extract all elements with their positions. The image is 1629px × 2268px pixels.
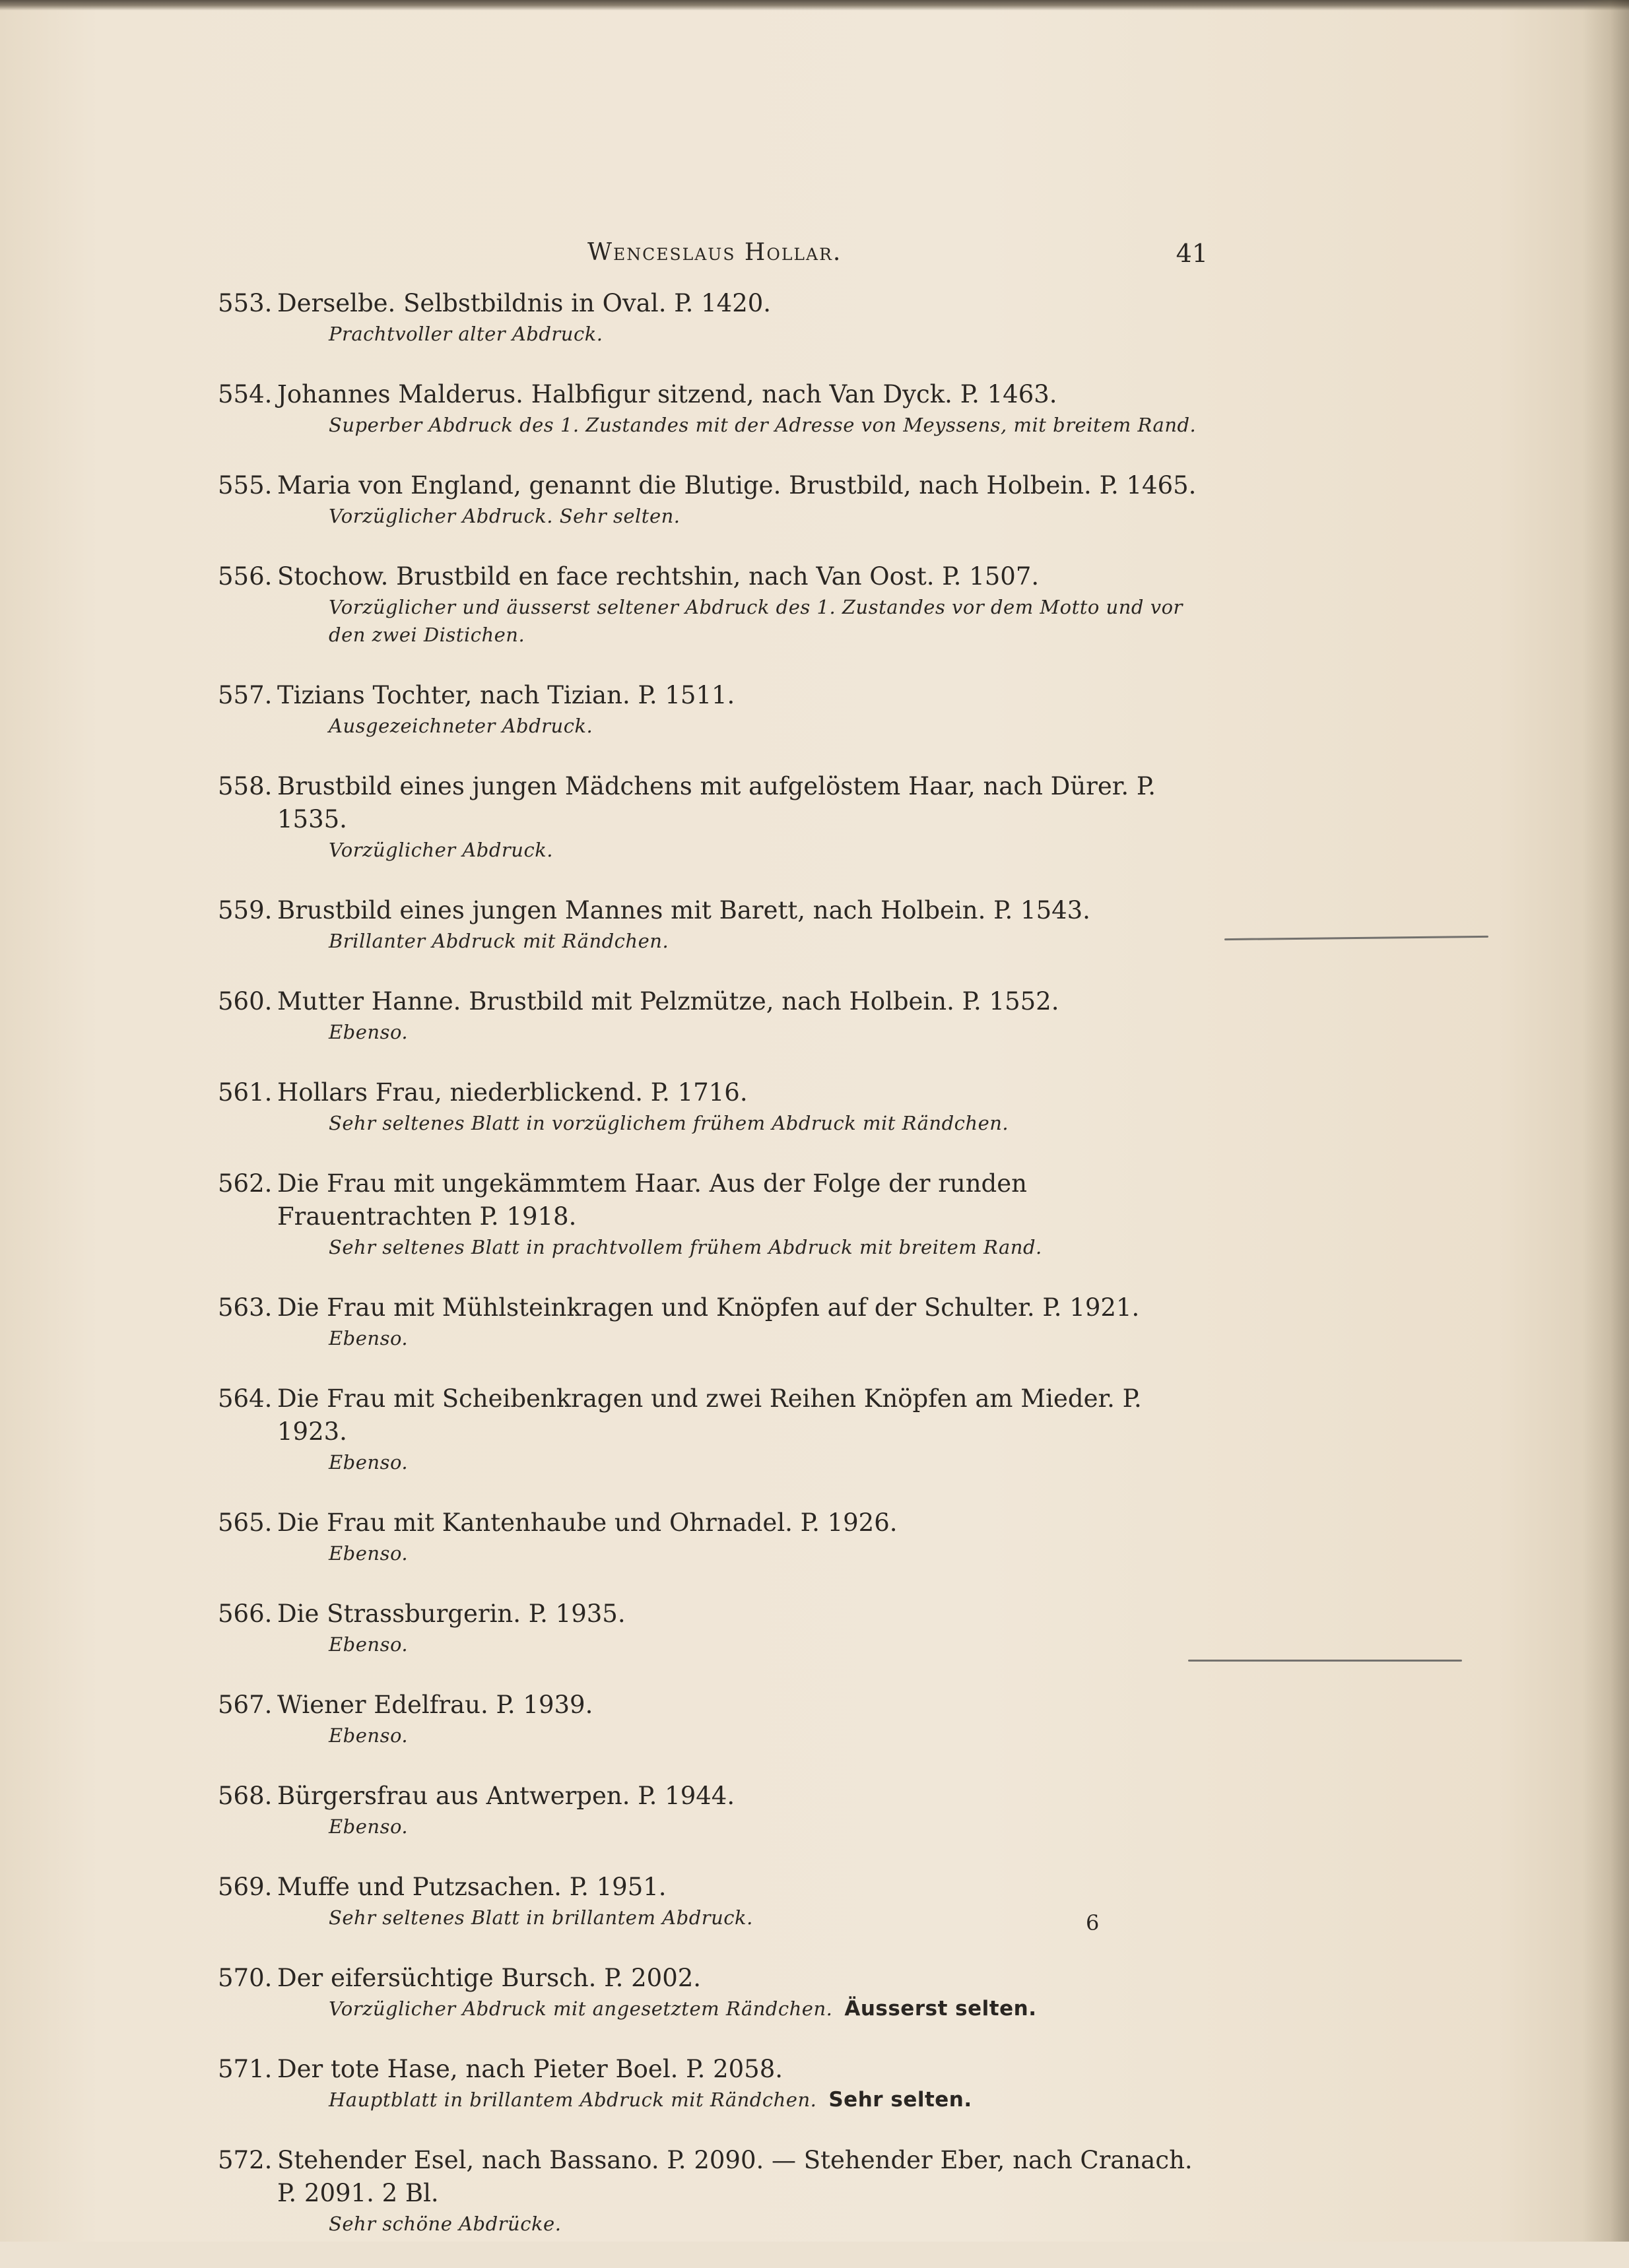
entry-number: 558. (218, 772, 273, 800)
entry-title: Wiener Edelfrau. P. 1939. (277, 1691, 593, 1719)
page-right-edge-shadow (1583, 0, 1629, 2242)
entry-title: Die Frau mit Kantenhaube und Ohrnadel. P. 1926. (277, 1508, 898, 1537)
entry-number: 571. (218, 2055, 273, 2083)
entry-emphasis: Äusserst selten. (844, 1997, 1037, 2021)
page-number: 41 (1176, 239, 1208, 268)
entry-note: Sehr schöne Abdrücke. (329, 2213, 562, 2235)
catalogue-entry (218, 1780, 1214, 1840)
entry-note: Ebenso. (329, 1451, 409, 1474)
entry-note: Hauptblatt in brillantem Abdruck mit Rändchen. (329, 2089, 817, 2111)
entry-note: Brillanter Abdruck mit Rändchen. (329, 930, 669, 952)
catalogue-entry (218, 679, 1214, 740)
entry-note: Vorzüglicher Abdruck mit angesetztem Rändchen. (329, 1997, 833, 2020)
catalogue-entry (218, 1871, 1214, 1931)
entry-title: Muffe und Putzsachen. P. 1951. (277, 1873, 667, 1901)
entry-note: Prachtvoller alter Abdruck. (329, 323, 603, 345)
catalogue-entry (218, 1167, 1214, 1261)
entry-note: Vorzüglicher und äusserst seltener Abdruck des 1. Zustandes vor dem Motto und vor den zwei Distichen. (329, 596, 1183, 646)
catalogue-entries (218, 287, 1214, 2268)
entry-number: 562. (218, 1169, 273, 1198)
entry-note: Ebenso. (329, 1021, 409, 1043)
entry-title: Maria von England, genannt die Blutige. Brustbild, nach Holbein. P. 1465. (277, 471, 1197, 500)
entry-note: Ebenso. (329, 1815, 409, 1838)
catalogue-entry (218, 2053, 1214, 2114)
entry-title: Johannes Malderus. Halbfigur sitzend, nach Van Dyck. P. 1463. (277, 380, 1057, 408)
page-top-edge (0, 0, 1629, 11)
catalogue-entry (218, 1507, 1214, 1567)
catalogue-entry (218, 378, 1214, 439)
entry-title: Der tote Hase, nach Pieter Boel. P. 2058. (277, 2055, 783, 2083)
entry-note: Vorzüglicher Abdruck. Sehr selten. (329, 505, 681, 527)
entry-note: Ausgezeichneter Abdruck. (329, 715, 593, 737)
entry-number: 567. (218, 1691, 273, 1719)
entry-number: 570. (218, 1964, 273, 1992)
entry-number: 569. (218, 1873, 273, 1901)
entry-number: 553. (218, 289, 273, 317)
entry-number: 572. (218, 2146, 273, 2174)
catalogue-entry (218, 1076, 1214, 1137)
catalogue-entry (218, 985, 1214, 1046)
entry-note: Sehr seltenes Blatt in vorzüglichem frühem Abdruck mit Rändchen. (329, 1112, 1009, 1134)
pencil-mark-570 (1188, 1660, 1462, 1662)
entry-number: 560. (218, 987, 273, 1016)
entry-number: 564. (218, 1384, 273, 1413)
entry-number: 568. (218, 1782, 273, 1810)
entry-number: 563. (218, 1293, 273, 1322)
entry-number: 559. (218, 896, 273, 924)
entry-number: 554. (218, 380, 273, 408)
entry-note: Sehr seltenes Blatt in brillantem Abdruck. (329, 1906, 753, 1929)
entry-title: Tizians Tochter, nach Tizian. P. 1511. (277, 681, 735, 709)
entry-note: Ebenso. (329, 1542, 409, 1565)
running-title: Wenceslaus Hollar. (587, 239, 842, 266)
catalogue-entry (218, 1689, 1214, 1749)
catalogue-entry (218, 287, 1214, 348)
page-header (218, 239, 1208, 278)
catalogue-entry (218, 2144, 1214, 2238)
entry-note: Vorzüglicher Abdruck. (329, 839, 553, 861)
entry-title: Die Strassburgerin. P. 1935. (277, 1600, 626, 1628)
entry-title: Stochow. Brustbild en face rechtshin, nach Van Oost. P. 1507. (277, 562, 1040, 591)
catalogue-entry (218, 894, 1214, 955)
entry-title: Brustbild eines jungen Mädchens mit aufgelöstem Haar, nach Dürer. P. 1535. (277, 772, 1156, 833)
entry-note: Ebenso. (329, 1724, 409, 1747)
catalogue-entry (218, 1598, 1214, 1658)
entry-title: Derselbe. Selbstbildnis in Oval. P. 1420. (277, 289, 772, 317)
entry-title: Die Frau mit Mühlsteinkragen und Knöpfen auf der Schulter. P. 1921. (277, 1293, 1140, 1322)
entry-title: Bürgersfrau aus Antwerpen. P. 1944. (277, 1782, 735, 1810)
entry-number: 566. (218, 1600, 273, 1628)
entry-title: Mutter Hanne. Brustbild mit Pelzmütze, nach Holbein. P. 1552. (277, 987, 1059, 1016)
catalogue-entry (218, 1962, 1214, 2023)
entry-title: Der eifersüchtige Bursch. P. 2002. (277, 1964, 702, 1992)
entry-title: Brustbild eines jungen Mannes mit Barett, nach Holbein. P. 1543. (277, 896, 1090, 924)
entry-title: Stehender Esel, nach Bassano. P. 2090. — Stehender Eber, nach Cranach. P. 2091. 2 Bl. (277, 2146, 1193, 2207)
catalogue-entry (218, 1291, 1214, 1352)
entry-title: Die Frau mit ungekämmtem Haar. Aus der Folge der runden Frauentrachten P. 1918. (277, 1169, 1027, 1231)
catalogue-entry (218, 1382, 1214, 1476)
entry-note: Superber Abdruck des 1. Zustandes mit der Adresse von Meyssens, mit breitem Rand. (329, 414, 1197, 436)
catalogue-entry (218, 560, 1214, 649)
entry-number: 557. (218, 681, 273, 709)
entry-number: 561. (218, 1078, 273, 1107)
entry-note: Sehr seltenes Blatt in prachtvollem frühem Abdruck mit breitem Rand. (329, 1236, 1042, 1258)
entry-emphasis: Sehr selten. (828, 2088, 972, 2112)
entry-number: 555. (218, 471, 273, 500)
entry-number: 556. (218, 562, 273, 591)
entry-note: Ebenso. (329, 1633, 409, 1656)
entry-number: 565. (218, 1508, 273, 1537)
catalogue-entry (218, 770, 1214, 864)
entry-note: Ebenso. (329, 1327, 409, 1349)
entry-title: Hollars Frau, niederblickend. P. 1716. (277, 1078, 748, 1107)
catalogue-entry (218, 469, 1214, 530)
entry-title: Die Frau mit Scheibenkragen und zwei Reihen Knöpfen am Mieder. P. 1923. (277, 1384, 1142, 1446)
signature-mark: 6 (1086, 1910, 1100, 1935)
